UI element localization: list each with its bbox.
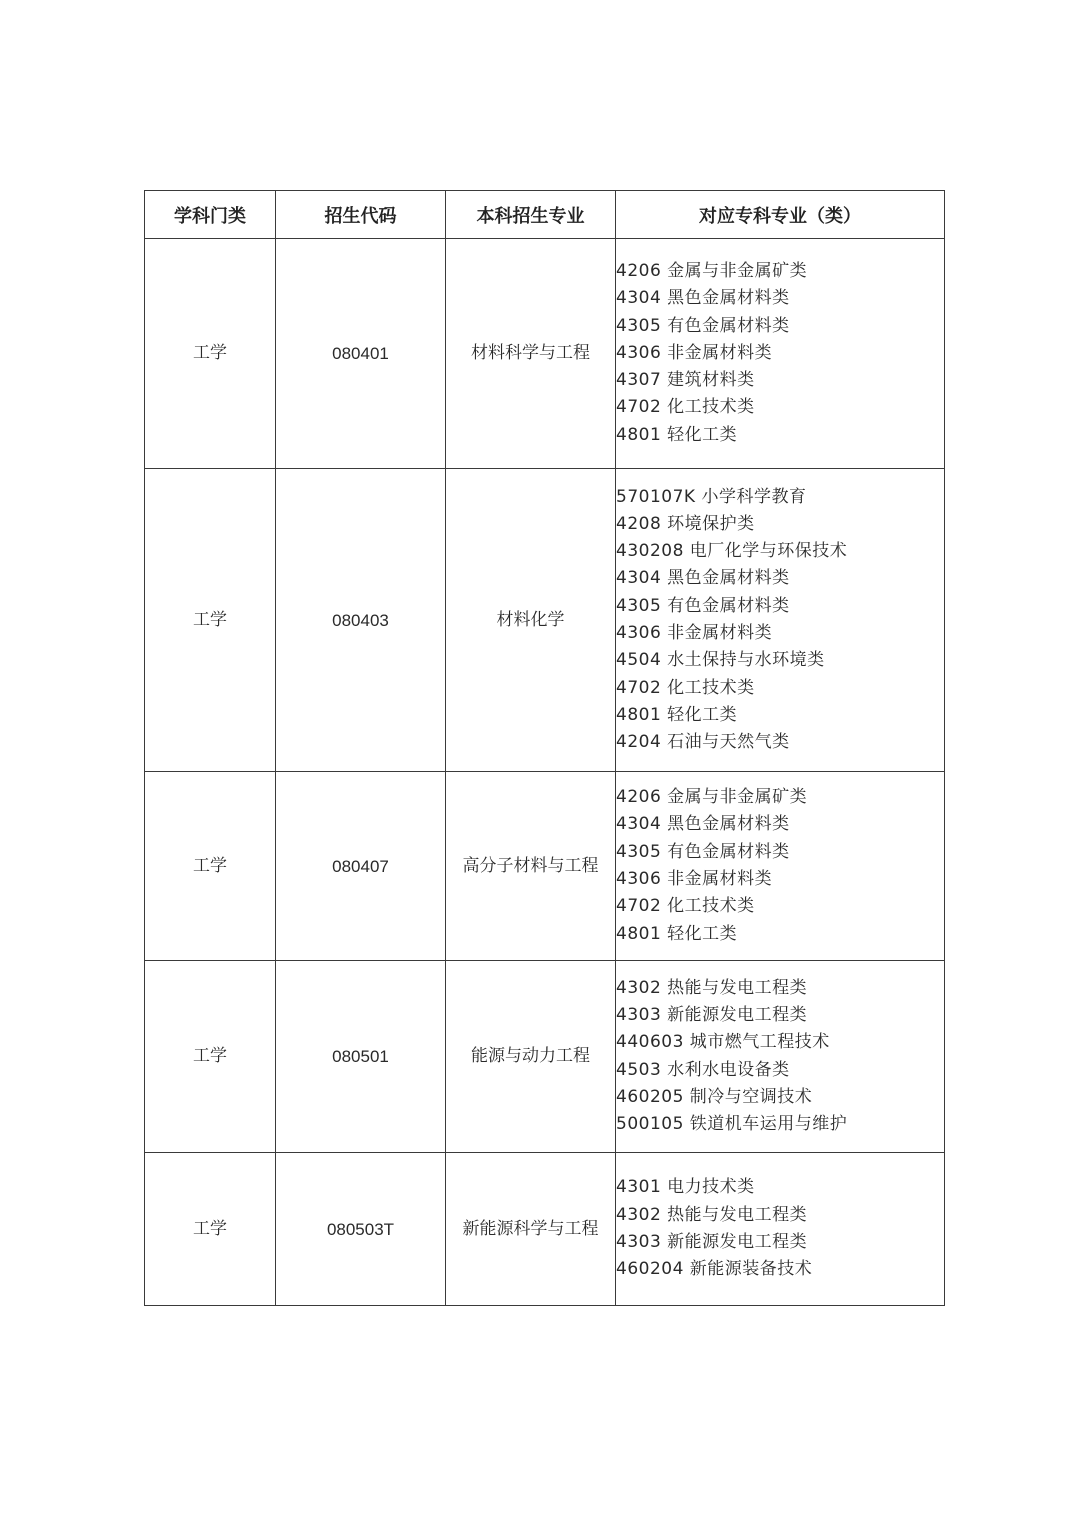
category-cell: 工学 xyxy=(145,772,276,961)
category-cell: 工学 xyxy=(145,239,276,469)
related-item: 500105 铁道机车运用与维护 xyxy=(616,1114,848,1135)
related-item: 440603 城市燃气工程技术 xyxy=(616,1032,830,1053)
code-cell: 080407 xyxy=(276,772,446,961)
related-item: 4304 黑色金属材料类 xyxy=(616,568,790,589)
related-item: 4801 轻化工类 xyxy=(616,923,738,944)
major-cell: 新能源科学与工程 xyxy=(446,1153,616,1306)
major-cell: 材料化学 xyxy=(446,469,616,772)
related-item: 570107K 小学科学教育 xyxy=(616,486,807,507)
table-row xyxy=(145,772,945,961)
major-cell: 能源与动力工程 xyxy=(446,961,616,1153)
major-cell: 材料科学与工程 xyxy=(446,239,616,469)
related-item: 4303 新能源发电工程类 xyxy=(616,1004,808,1025)
related-item: 4305 有色金属材料类 xyxy=(616,315,790,336)
related-item: 430208 电厂化学与环保技术 xyxy=(616,541,848,562)
table-row xyxy=(145,1153,945,1306)
header-row xyxy=(145,191,945,239)
code-cell: 080401 xyxy=(276,239,446,469)
related-item: 4206 金属与非金属矿类 xyxy=(616,260,808,281)
table-row xyxy=(145,239,945,469)
related-cell xyxy=(616,961,945,1153)
related-cell xyxy=(616,469,945,772)
category-cell: 工学 xyxy=(145,1153,276,1306)
majors-table xyxy=(144,190,945,1306)
related-item: 4206 金属与非金属矿类 xyxy=(616,787,808,808)
related-item: 4306 非金属材料类 xyxy=(616,342,773,363)
related-item: 4801 轻化工类 xyxy=(616,704,738,725)
related-cell xyxy=(616,772,945,961)
code-cell: 080501 xyxy=(276,961,446,1153)
category-cell: 工学 xyxy=(145,469,276,772)
related-item: 4301 电力技术类 xyxy=(616,1177,755,1198)
related-item: 4306 非金属材料类 xyxy=(616,623,773,643)
table-row xyxy=(145,469,945,772)
header-category: 学科门类 xyxy=(145,191,276,239)
related-cell xyxy=(616,1153,945,1306)
related-item: 460204 新能源装备技术 xyxy=(616,1259,813,1280)
code-cell: 080403 xyxy=(276,469,446,772)
related-item: 4305 有色金属材料类 xyxy=(616,841,790,862)
related-item: 4304 黑色金属材料类 xyxy=(616,814,790,835)
header-related: 对应专科专业（类） xyxy=(616,191,945,239)
category-cell: 工学 xyxy=(145,961,276,1153)
header-major: 本科招生专业 xyxy=(446,191,616,239)
table-row xyxy=(145,961,945,1153)
related-item: 460205 制冷与空调技术 xyxy=(616,1086,813,1107)
related-item: 4503 水利水电设备类 xyxy=(616,1059,790,1080)
related-item: 4204 石油与天然气类 xyxy=(616,732,790,753)
related-item: 4702 化工技术类 xyxy=(616,896,755,917)
related-item: 4306 非金属材料类 xyxy=(616,869,773,889)
header-code: 招生代码 xyxy=(276,191,446,239)
related-item: 4307 建筑材料类 xyxy=(616,370,755,391)
related-item: 4702 化工技术类 xyxy=(616,677,755,698)
related-item: 4303 新能源发电工程类 xyxy=(616,1232,808,1252)
related-item: 4305 有色金属材料类 xyxy=(616,595,790,616)
related-item: 4304 黑色金属材料类 xyxy=(616,288,790,309)
major-cell: 高分子材料与工程 xyxy=(446,772,616,961)
related-item: 4208 环境保护类 xyxy=(616,513,755,534)
code-cell: 080503T xyxy=(276,1153,446,1306)
related-item: 4702 化工技术类 xyxy=(616,397,755,418)
related-cell xyxy=(616,239,945,469)
related-item: 4504 水土保持与水环境类 xyxy=(616,650,825,671)
related-item: 4302 热能与发电工程类 xyxy=(616,1204,808,1225)
related-item: 4302 热能与发电工程类 xyxy=(616,977,808,998)
related-item: 4801 轻化工类 xyxy=(616,424,738,445)
